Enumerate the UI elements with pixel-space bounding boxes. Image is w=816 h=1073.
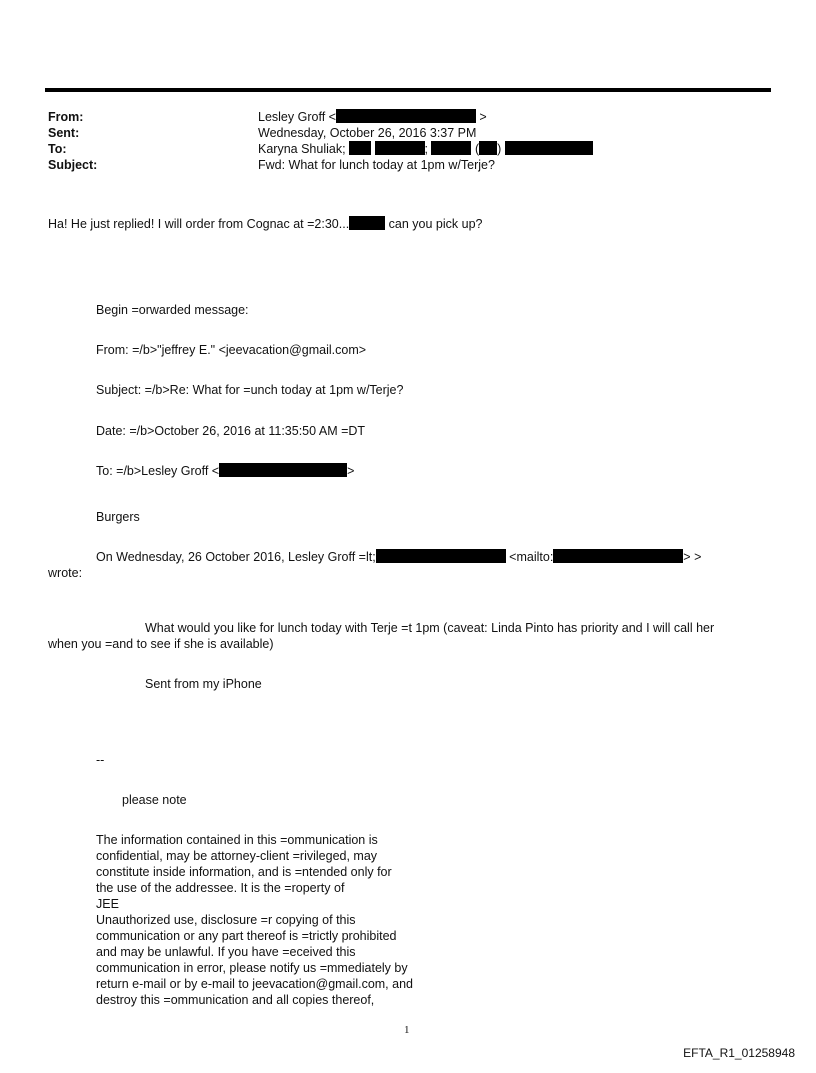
signature-dash: --: [96, 753, 105, 767]
disclaimer-line: confidential, may be attorney-client =rivileged, may: [96, 849, 378, 863]
sent-value: Wednesday, October 26, 2016 3:37 PM: [258, 126, 477, 140]
from-value: Lesley Groff < >: [258, 110, 487, 124]
fwd-subject: Subject: =/b>Re: What for =unch today at 1pm w/Terje?: [96, 383, 404, 397]
disclaimer-line: destroy this =ommunication and all copies thereof,: [96, 993, 375, 1007]
quote-header: On Wednesday, 26 October 2016, Lesley Groff =lt; <mailto: > >: [96, 550, 702, 564]
disclaimer-line: The information contained in this =ommunication is: [96, 833, 378, 847]
reply-text: Burgers: [96, 510, 140, 524]
body-line: Ha! He just replied! I will order from Cognac at =2:30... can you pick up?: [48, 217, 483, 231]
fwd-date: Date: =/b>October 26, 2016 at 11:35:50 AM =DT: [96, 424, 366, 438]
redaction: [349, 216, 385, 230]
please-note: please note: [122, 793, 187, 807]
quoted-signature: Sent from my iPhone: [145, 677, 262, 691]
sent-label: Sent:: [48, 126, 80, 140]
disclaimer-line: JEE: [96, 897, 119, 911]
fwd-to: To: =/b>Lesley Groff < >: [96, 464, 355, 478]
from-label: From:: [48, 110, 84, 124]
subject-label: Subject:: [48, 158, 98, 172]
redaction: [376, 549, 506, 563]
page-number: 1: [404, 1024, 410, 1036]
to-label: To:: [48, 142, 67, 156]
subject-value: Fwd: What for lunch today at 1pm w/Terje?: [258, 158, 495, 172]
redaction: [336, 109, 476, 123]
redaction: [431, 141, 471, 155]
begin-forwarded: Begin =orwarded message:: [96, 303, 249, 317]
redaction: [349, 141, 371, 155]
disclaimer-line: communication or any part thereof is =trictly prohibited: [96, 929, 397, 943]
disclaimer-line: Unauthorized use, disclosure =r copying of this: [96, 913, 356, 927]
disclaimer-line: return e-mail or by e-mail to jeevacation@gmail.com, and: [96, 977, 413, 991]
header-rule: [45, 88, 771, 92]
fwd-from: From: =/b>"jeffrey E." <jeevacation@gmail.com>: [96, 343, 367, 357]
quote-wrote: wrote:: [48, 566, 83, 580]
to-value: Karyna Shuliak; ; ( ): [258, 141, 593, 157]
redaction: [479, 141, 497, 155]
document-id: EFTA_R1_01258948: [683, 1046, 795, 1060]
redaction: [219, 463, 347, 477]
quoted-line: when you =and to see if she is available): [48, 637, 274, 651]
disclaimer-line: the use of the addressee. It is the =roperty of: [96, 881, 345, 895]
redaction: [553, 549, 683, 563]
disclaimer-line: communication in error, please notify us =mmediately by: [96, 961, 408, 975]
disclaimer-line: and may be unlawful. If you have =eceived this: [96, 945, 356, 959]
disclaimer-line: constitute inside information, and is =ntended only for: [96, 865, 392, 879]
redaction: [375, 141, 425, 155]
redaction: [505, 141, 593, 155]
quoted-line: What would you like for lunch today with Terje =t 1pm (caveat: Linda Pinto has priority and I will call her: [145, 621, 715, 635]
